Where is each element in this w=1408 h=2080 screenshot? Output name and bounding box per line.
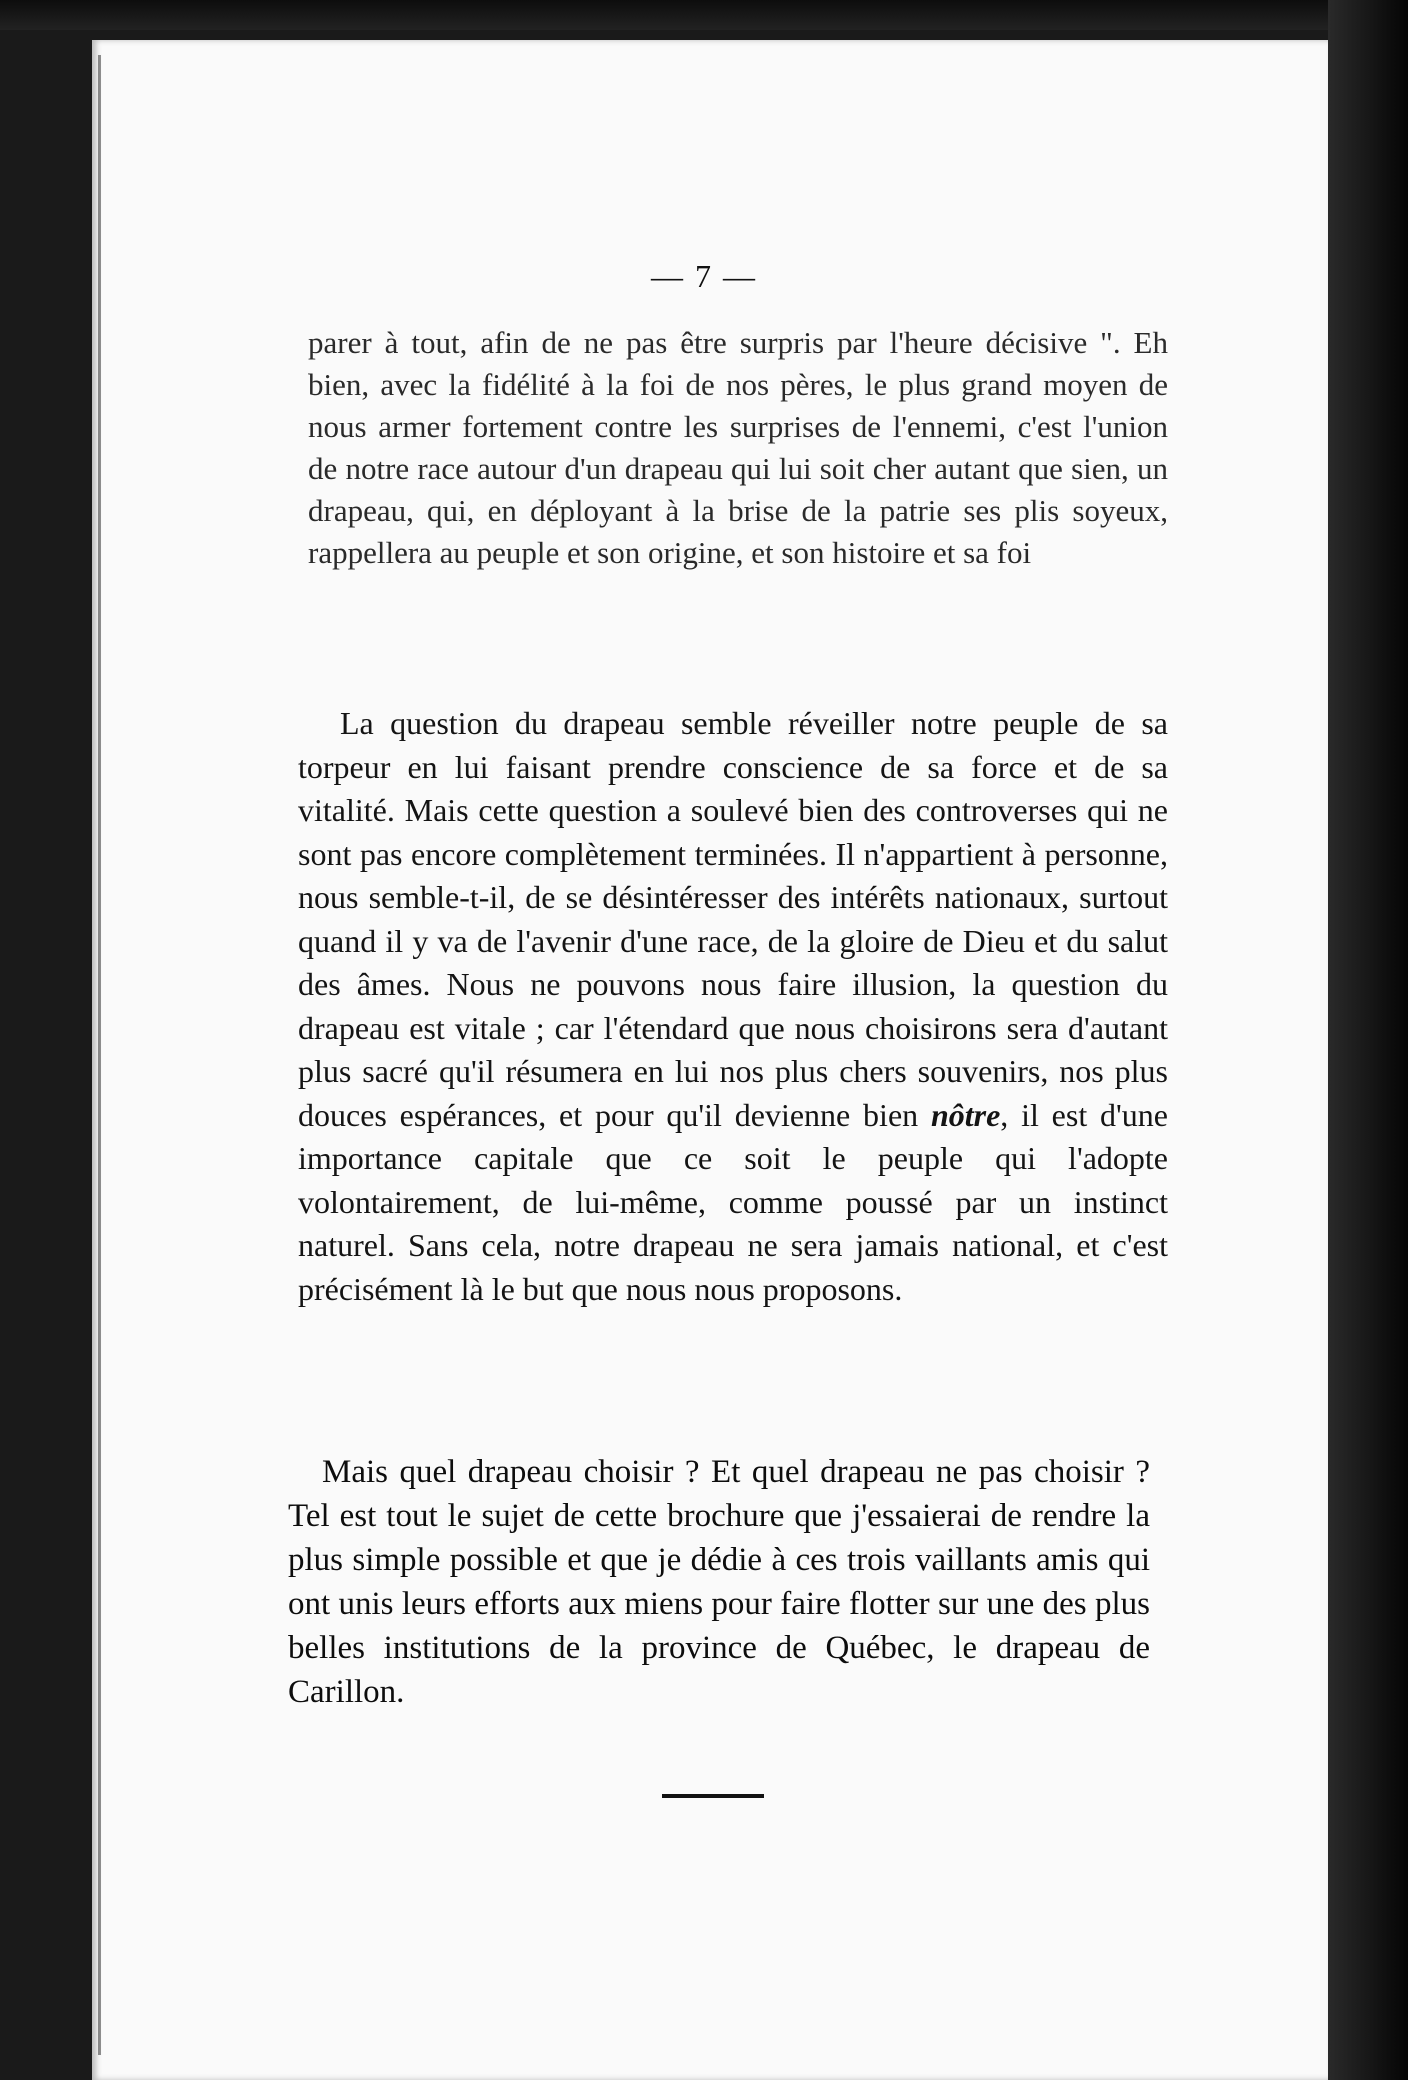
page-gutter-line bbox=[98, 55, 101, 2055]
scan-top-edge bbox=[0, 0, 1408, 30]
scan-right-edge bbox=[1328, 0, 1408, 2080]
paragraph-2-text-a: La question du drapeau semble réveiller notre peuple de sa torpeur en lui faisant prendre conscience de sa force et de sa vitalité. Mais cette question a soulevé bien des controverses qui ne sont pas encore complètement terminées. Il n'appartient à personne, nous semble-t-il, de se désintéresser des intérêts nationaux, surtout quand il y va de l'avenir d'une race, de la gloire de Dieu et du salut des âmes. Nous ne pouvons nous faire illusion, la question du drapeau est vitale ; car l'étendard que nous choisirons sera d'autant plus sacré qu'il résumera en lui nos plus chers souvenirs, nos plus douces espérances, et pour qu'il devienne bien bbox=[298, 705, 1168, 1133]
section-end-rule bbox=[662, 1794, 764, 1798]
paragraph-2 bbox=[298, 702, 1168, 1311]
paragraph-2-text-b: , il est d'une importance capitale que ce soit le peuple qui l'adopte volontairement, de lui-même, comme poussé par un instinct naturel. Sans cela, notre drapeau ne sera jamais national, et c'est précisément là le but que nous nous proposons. bbox=[298, 1096, 1169, 1307]
emphasized-word: nôtre bbox=[930, 1096, 1001, 1133]
paragraph-1 bbox=[308, 322, 1168, 574]
paragraph-3-text: Mais quel drapeau choisir ? Et quel drapeau ne pas choisir ? Tel est tout le sujet de cette brochure que j'essaierai de rendre la plus simple possible et que je dédie à ces trois vaillants amis qui ont unis leurs efforts aux miens pour faire flotter sur une des plus belles institutions de la province de Québec, le drapeau de Carillon. bbox=[288, 1454, 1150, 1710]
page-number: — 7 — bbox=[651, 258, 757, 294]
paragraph-1-text: parer à tout, afin de ne pas être surpris par l'heure décisive ". Eh bien, avec la fidélité à la foi de nos pères, le plus grand moyen de nous armer fortement contre les surprises de l'ennemi, c'est l'union de notre race autour d'un drapeau qui lui soit cher autant que sien, un drapeau, qui, en déployant à la brise de la patrie ses plis soyeux, rappellera au peuple et son origine, et son histoire et sa foi bbox=[308, 325, 1168, 570]
paragraph-3 bbox=[288, 1450, 1150, 1714]
